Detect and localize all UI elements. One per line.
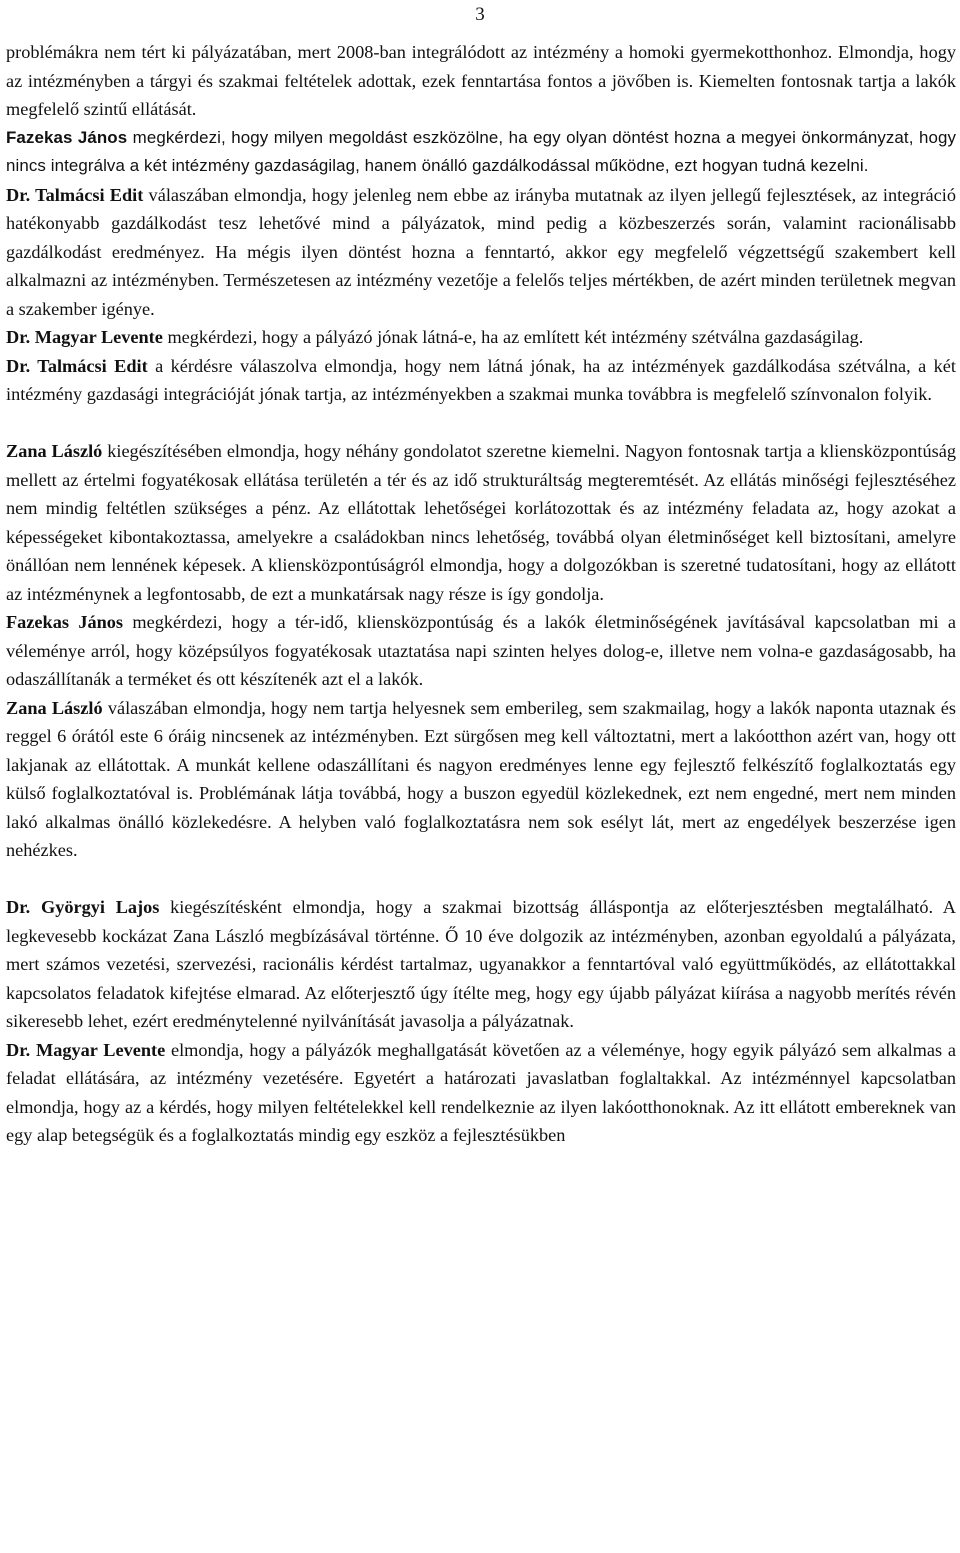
paragraph-talmacsi-answer-2	[6, 352, 956, 409]
paragraph-text: megkérdezi, hogy milyen megoldást eszközölne, ha egy olyan döntést hozna a megyei önkormányzat, hogy nincs integrálva a két intézmény gazdaságilag, hanem önálló gazdálkodással működne, ezt hogyan tudná kezelni.	[6, 127, 956, 175]
paragraph-text: válaszában elmondja, hogy nem tartja helyesnek sem emberileg, sem szakmailag, hogy a lakók naponta utaznak és reggel 6 órától este 6 óráig nincsenek az intézményben. Ezt sürgősen meg kell változtatni, mert a lakóotthon azért van, hogy ott lakjanak az ellátottak. A munkát kellene odaszállítani és nagyon eredményes lenne egy fejlesztő felkészítő foglalkoztatás egy külső foglalkoztatóval is. Problémának látja továbbá, hogy a buszon egyedül közlekednek, ezt nem engedné, mert nem minden lakó alkalmas önálló közlekedésre. A helyben való foglalkoztatásra nem sok esélyt lát, mert az engedélyek beszerzése igen nehézkes.	[6, 697, 957, 860]
speaker-name: Dr. Györgyi Lajos	[6, 897, 160, 917]
speaker-name: Zana László	[6, 697, 103, 718]
paragraph-text: kiegészítésében elmondja, hogy néhány gondolatot szeretne kiemelni. Nagyon fontosnak tartja a kliensközpontúság mellett az értelmi fogyatékosak ellátása területén a tér és az idő strukturáltság megteremtését. Az ellátás minőségi fejlesztéséhez nem mindig feltétlen szükséges a pénz. Az ellátottak lehetőségei korlátozottak és az intézmény feladata az, hogy azokat a képességeket kibontakoztassa, amelyekre a családokban nincs lehetőség, továbbá olyan életminőséget kell biztosítani, amelyre önállóan nem lennének képesek. A kliensközpontúságról elmondja, hogy a dolgozókban is szeretné tudatosítani, hogy az ellátott az intézménynek a legfontosabb, de ezt a munkatársak nagy része is így gondolja.	[6, 441, 957, 604]
paragraph-magyar-question	[6, 323, 956, 352]
paragraph-text: válaszában elmondja, hogy jelenleg nem ebbe az irányba mutatnak az ilyen jellegű fejlesztések, az integráció hatékonyabb gazdálkodást tesz lehetővé mind a pályázatok, mind pedig a közbeszerzés során, valamint racionálisabb gazdálkodást eredményez. Ha mégis ilyen döntést hozna a fenntartó, akkor egy megfelelő végzettségű szakembert kell alkalmazni az intézményben. Természetesen az intézmény vezetője a felelős teljes mértékben, de azért minden területnek megvan a szakember igénye.	[6, 184, 956, 319]
speaker-name: Fazekas János	[6, 127, 128, 147]
paragraph-text: a kérdésre válaszolva elmondja, hogy nem látná jónak, ha az intézmények gazdálkodása szétválna, a két intézmény gazdasági integrációját jónak tartja, az intézményekben a szakmai munka továbbra is megfelelő színvonalon folyik.	[6, 355, 956, 404]
page-number: 3	[475, 4, 485, 25]
paragraph-zana-statement	[6, 437, 956, 608]
speaker-name: Fazekas János	[6, 612, 124, 632]
paragraph-text: megkérdezi, hogy a pályázó jónak látná-e, ha az említett két intézmény szétválna gazdaságilag.	[162, 327, 864, 347]
paragraph-magyar-statement	[6, 1036, 956, 1150]
speaker-name: Dr. Talmácsi Edit	[6, 355, 148, 376]
paragraph-intro	[6, 38, 956, 124]
paragraph-gyorgyi-statement	[6, 893, 956, 1036]
speaker-name: Dr. Magyar Levente	[6, 327, 163, 347]
paragraph-fazekas-question-1	[6, 124, 956, 181]
paragraph-fazekas-question-2	[6, 608, 956, 694]
document-body	[6, 38, 956, 1150]
paragraph-talmacsi-answer-1	[6, 181, 956, 324]
speaker-name: Dr. Talmácsi Edit	[6, 184, 144, 205]
paragraph-text: problémákra nem tért ki pályázatában, mert 2008-ban integrálódott az intézmény a homoki gyermekotthonhoz. Elmondja, hogy az intézményben a tárgyi és szakmai feltételek adottak, ezek fenntartása fontos a jövőben is. Kiemelten fontosnak tartja a lakók megfelelő szintű ellátását.	[6, 42, 956, 119]
paragraph-zana-answer	[6, 694, 956, 865]
speaker-name: Dr. Magyar Levente	[6, 1039, 166, 1060]
speaker-name: Zana László	[6, 441, 103, 461]
paragraph-text: kiegészítésként elmondja, hogy a szakmai bizottság álláspontja az előterjesztésben megtalálható. A legkevesebb kockázat Zana László megbízásával történne. Ő 10 éve dolgozik az intézményben, azonban egyoldalú a pályázata, mert számos vezetési, szervezési, racionális kérdést tartalmaz, ugyanakkor a fenntartóval való együttműködés, az ellátottakkal kapcsolatos feladatok kifejtése elmarad. Az előterjesztő úgy ítélte meg, hogy egy újabb pályázat kiírása a nagyobb merítés révén sikeresebb lehet, ezért eredménytelenné nyilvánítását javasolja a pályázatnak.	[6, 897, 956, 1031]
paragraph-text: megkérdezi, hogy a tér-idő, kliensközpontúság és a lakók életminőségének javításával kapcsolatban mi a véleménye arról, hogy középsúlyos fogyatékosak utaztatása napi szinten helyes dolog-e, illetve nem volna-e gazdaságosabb, ha odaszállítanák a terméket és ott készítenék azt el a lakók.	[6, 612, 957, 689]
paragraph-text: elmondja, hogy a pályázók meghallgatását követően az a véleménye, hogy egyik pályázó sem alkalmas a feladat ellátására, az intézmény vezetésére. Egyetért a határozati javaslatban foglaltakkal. Az intézménnyel kapcsolatban elmondja, hogy az a kérdés, hogy milyen feltételekkel kell rendelkeznie az ilyen lakóotthonoknak. Az itt ellátott embereknek van egy alap betegségük és a foglalkoztatás mindig egy eszköz a fejlesztésükben	[6, 1039, 956, 1145]
